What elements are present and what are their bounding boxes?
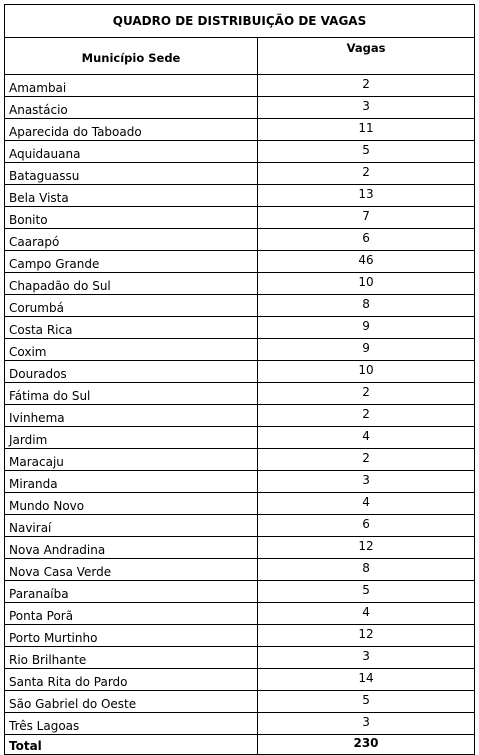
vagas-cell: 2 [258,449,475,471]
municipio-cell: Três Lagoas [5,713,258,735]
table-row [5,691,475,713]
municipio-cell: Ivinhema [5,405,258,427]
table-row [5,471,475,493]
municipio-cell: Aquidauana [5,141,258,163]
municipio-cell: Dourados [5,361,258,383]
table-row [5,207,475,229]
table-row [5,603,475,625]
municipio-cell: Aparecida do Taboado [5,119,258,141]
table-row [5,251,475,273]
vagas-cell: 3 [258,647,475,669]
header-row [5,38,475,75]
vagas-cell: 3 [258,471,475,493]
municipio-cell: Miranda [5,471,258,493]
vagas-cell: 46 [258,251,475,273]
municipio-cell: Jardim [5,427,258,449]
municipio-cell: Fátima do Sul [5,383,258,405]
municipio-cell: São Gabriel do Oeste [5,691,258,713]
vagas-cell: 4 [258,603,475,625]
vagas-cell: 8 [258,295,475,317]
vagas-cell: 7 [258,207,475,229]
vagas-cell: 2 [258,163,475,185]
municipio-cell: Maracaju [5,449,258,471]
table-row [5,493,475,515]
vagas-cell: 14 [258,669,475,691]
municipio-cell: Coxim [5,339,258,361]
vagas-cell: 12 [258,625,475,647]
table-row [5,75,475,97]
municipio-cell: Amambai [5,75,258,97]
vagas-cell: 5 [258,691,475,713]
total-row [5,735,475,755]
vagas-cell: 5 [258,141,475,163]
table-row [5,713,475,735]
municipio-cell: Ponta Porã [5,603,258,625]
table-row [5,317,475,339]
vagas-cell: 10 [258,361,475,383]
vagas-cell: 5 [258,581,475,603]
table-row [5,97,475,119]
table-row [5,647,475,669]
municipio-cell: Mundo Novo [5,493,258,515]
table-row [5,581,475,603]
vagas-cell: 6 [258,515,475,537]
table-row [5,141,475,163]
table-title: QUADRO DE DISTRIBUIÇÃO DE VAGAS [5,5,475,38]
municipio-cell: Costa Rica [5,317,258,339]
vagas-cell: 8 [258,559,475,581]
table-row [5,625,475,647]
table-row [5,163,475,185]
table-row [5,383,475,405]
vagas-cell: 3 [258,97,475,119]
vagas-cell: 2 [258,75,475,97]
table-row [5,669,475,691]
table-row [5,185,475,207]
table-row [5,559,475,581]
municipio-cell: Santa Rita do Pardo [5,669,258,691]
vagas-cell: 10 [258,273,475,295]
vagas-cell: 6 [258,229,475,251]
table-row [5,449,475,471]
table-row [5,537,475,559]
municipio-cell: Campo Grande [5,251,258,273]
table-row [5,361,475,383]
municipio-cell: Nova Casa Verde [5,559,258,581]
column-header-municipio: Município Sede [5,38,258,75]
vacancy-distribution-table [4,4,475,755]
municipio-cell: Bela Vista [5,185,258,207]
vagas-cell: 12 [258,537,475,559]
table-row [5,295,475,317]
municipio-cell: Anastácio [5,97,258,119]
vagas-cell: 4 [258,493,475,515]
table-row [5,229,475,251]
municipio-cell: Chapadão do Sul [5,273,258,295]
title-row [5,5,475,38]
column-header-vagas: Vagas [258,38,475,75]
vagas-cell: 4 [258,427,475,449]
municipio-cell: Bonito [5,207,258,229]
vagas-cell: 2 [258,405,475,427]
municipio-cell: Nova Andradina [5,537,258,559]
municipio-cell: Corumbá [5,295,258,317]
municipio-cell: Naviraí [5,515,258,537]
table-row [5,339,475,361]
table-row [5,405,475,427]
total-label: Total [5,735,258,755]
municipio-cell: Bataguassu [5,163,258,185]
table-row [5,515,475,537]
vagas-cell: 11 [258,119,475,141]
municipio-cell: Porto Murtinho [5,625,258,647]
vagas-cell: 9 [258,317,475,339]
table-row [5,273,475,295]
vagas-cell: 2 [258,383,475,405]
table-body [5,75,475,735]
total-value: 230 [258,735,475,755]
vagas-cell: 13 [258,185,475,207]
municipio-cell: Paranaíba [5,581,258,603]
municipio-cell: Caarapó [5,229,258,251]
municipio-cell: Rio Brilhante [5,647,258,669]
vagas-cell: 3 [258,713,475,735]
table-row [5,427,475,449]
vagas-cell: 9 [258,339,475,361]
table-row [5,119,475,141]
